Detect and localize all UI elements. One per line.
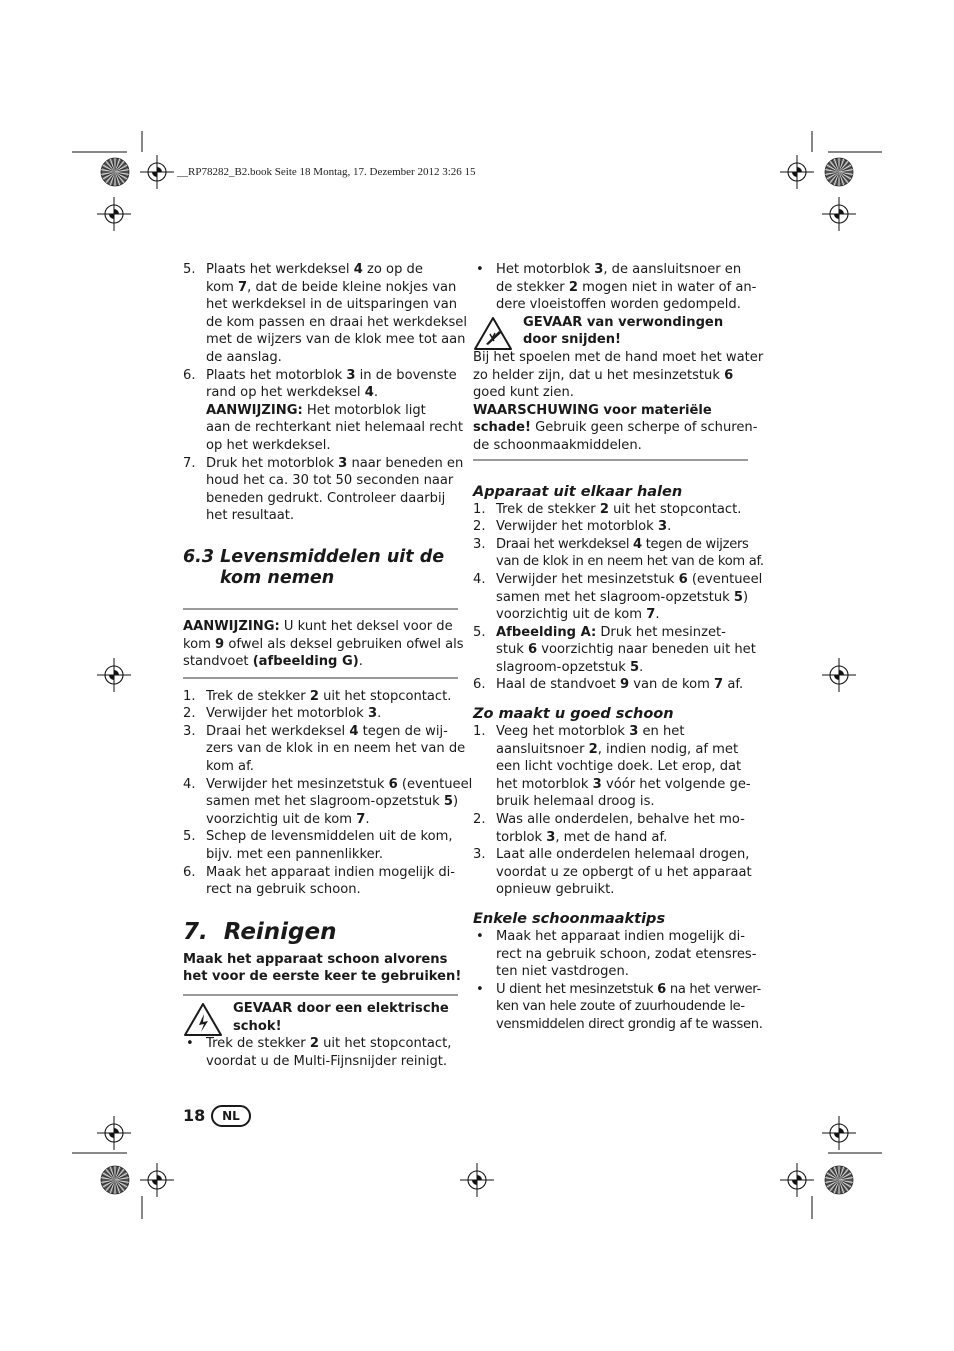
step-item (473, 501, 748, 519)
registration-target-icon (97, 197, 131, 231)
text-line: houd het ca. 30 tot 50 seconden naar (206, 473, 454, 489)
disassemble-steps-list (473, 501, 764, 695)
registration-target-icon (780, 155, 814, 189)
text-line: bijv. met een pannenlikker. (206, 847, 383, 863)
warning-cut-hazard: GEVAAR van verwondingen door snijden! (473, 314, 748, 349)
text-line: de schoonmaakmiddelen. (473, 437, 642, 453)
step-number: 5. (183, 262, 196, 277)
text-line: voordat u ze opbergt of u het apparaat (496, 864, 752, 880)
text-line: rect na gebruik schoon. (206, 882, 361, 898)
text-line: Veeg het motorblok 3 en het (496, 724, 685, 740)
text-line: samen met het slagroom-opzetstuk 5) (206, 794, 459, 810)
registration-starburst-icon (825, 1166, 853, 1194)
text-line: Verwijder het mesinzetstuk 6 (eventueel (206, 776, 473, 792)
step-item (183, 828, 458, 863)
registration-target-icon (780, 1163, 814, 1197)
step-number: 1. (473, 501, 486, 517)
text-line: rect na gebruik schoon, zodat etensres- (496, 946, 757, 962)
bullet-icon: • (476, 981, 484, 997)
text-line: slagroom-opzetstuk 5. (496, 659, 644, 675)
subheading-tips: Enkele schoonmaaktips (473, 911, 666, 927)
text-line: stuk 6 voorzichtig naar beneden uit het (496, 642, 756, 658)
text-line: vensmiddelen direct grondig af te wassen. (496, 1016, 763, 1032)
text-line: een licht vochtige doek. Let erop, dat (496, 759, 742, 775)
step-item (183, 705, 458, 723)
registration-target-icon (460, 1163, 494, 1197)
text-line: het motorblok 3 vóór het volgende ge- (496, 776, 751, 792)
step-number: 1. (183, 688, 196, 704)
registration-starburst-icon (825, 158, 853, 186)
text-line: Draai het werkdeksel 4 tegen de wijzers (496, 536, 749, 552)
registration-target-icon (97, 658, 131, 692)
step-item (183, 688, 458, 706)
assembly-steps-list (183, 261, 467, 525)
text-line: dere vloeistoffen worden gedompeld. (496, 297, 741, 313)
text-line: Draai het werkdeksel 4 tegen de wij- (206, 723, 448, 739)
print-header-file-info: __RP78282_B2.book Seite 18 Montag, 17. Dezember 2012 3:26 15 (177, 166, 476, 178)
bullet-item (183, 1035, 458, 1070)
bullet-item (473, 981, 763, 1034)
text-line: het werkdeksel in de uitsparingen van (206, 297, 458, 313)
page-number: 18 (183, 1106, 206, 1125)
text-line: Trek de stekker 2 uit het stopcontact. (496, 501, 742, 517)
text-line: Plaats het motorblok 3 in de bovenste (206, 367, 457, 383)
text-line: standvoet (afbeelding G). (183, 654, 363, 670)
registration-target-icon (822, 1116, 856, 1150)
step-number: 7. (183, 455, 196, 471)
registration-target-icon (140, 155, 174, 189)
text-line: kom 7, dat de beide kleine nokjes van (206, 279, 457, 295)
registration-target-icon (822, 197, 856, 231)
text-line: samen met het slagroom-opzetstuk 5) (496, 589, 749, 605)
subheading-disassemble: Apparaat uit elkaar halen (473, 483, 683, 500)
step-item (183, 776, 473, 829)
text-line: Maak het apparaat indien mogelijk di- (496, 929, 746, 944)
step-number: 2. (473, 519, 486, 535)
text-line: Schep de levensmiddelen uit de kom, (206, 829, 453, 845)
step-number: 6. (183, 864, 196, 880)
step-item (183, 455, 464, 525)
cut-hazard-warning-icon (473, 316, 513, 352)
chapter-heading-reinigen: 7. Reinigen (183, 918, 337, 945)
material-damage-warning (473, 402, 758, 455)
step-item (473, 624, 756, 677)
step-number: 6. (473, 677, 486, 693)
step-item (473, 676, 748, 694)
text-line: de stekker 2 mogen niet in water of an- (496, 279, 757, 295)
text-line: Afbeelding A: Druk het mesinzet- (496, 624, 726, 640)
text-line: aan de rechterkant niet helemaal recht (206, 420, 463, 436)
step-item (183, 864, 458, 899)
clean-steps-list (473, 723, 752, 899)
subheading-clean: Zo maakt u goed schoon (473, 706, 674, 723)
text-line: Trek de stekker 2 uit het stopcontact. (206, 688, 452, 704)
step-item (473, 571, 763, 624)
step-item (183, 261, 467, 367)
step-number: 2. (473, 812, 486, 828)
text-line: van de klok in en neem het van de kom af. (496, 554, 764, 570)
text-line: Verwijder het motorblok 3. (206, 706, 382, 722)
text-line: AANWIJZING: U kunt het deksel voor de (183, 618, 453, 634)
registration-target-icon (97, 1116, 131, 1150)
text-line: bruik helemaal droog is. (496, 794, 655, 810)
cut-hazard-text (473, 349, 764, 402)
text-line: voordat u de Multi-Fijnsnijder reinigt. (206, 1053, 448, 1069)
note-afbeelding-g (183, 618, 464, 671)
text-line: goed kunt zien. (473, 385, 574, 401)
text-line: aansluitsnoer 2, indien nodig, af met (496, 741, 739, 757)
text-line: met de wijzers van de klok mee tot aan (206, 332, 466, 348)
bullet-item (473, 928, 757, 981)
bullet-icon: • (476, 262, 484, 277)
section-heading-6-3: 6.3 Levensmiddelen uit de kom nemen (183, 546, 445, 588)
text-line: kom 9 ofwel als deksel gebruiken ofwel als (183, 636, 464, 652)
step-number: 5. (183, 829, 196, 845)
text-line: WAARSCHUWING voor materiële (473, 402, 712, 418)
shock-bullet-list (183, 1035, 458, 1070)
text-line: beneden gedrukt. Controleer daarbij (206, 490, 446, 506)
text-line: zo helder zijn, dat u het mesinzetstuk 6 (473, 367, 734, 383)
registration-target-icon (140, 1163, 174, 1197)
text-line: Was alle onderdelen, behalve het mo- (496, 812, 745, 828)
step-item (473, 723, 751, 811)
text-line: Het motorblok 3, de aansluitsnoer en (496, 262, 742, 277)
left-column (183, 261, 473, 1070)
step-item (183, 723, 466, 776)
text-line: Verwijder het mesinzetstuk 6 (eventueel (496, 571, 763, 587)
text-line: ken van hele zoute of zuurhoudende le- (496, 999, 745, 1015)
step-number: 4. (183, 776, 196, 792)
text-line: het resultaat. (206, 508, 295, 524)
text-line: de kom passen en draai het werkdeksel (206, 314, 467, 330)
text-line: voorzichtig uit de kom 7. (496, 607, 660, 623)
text-line: Verwijder het motorblok 3. (496, 519, 672, 535)
text-line: op het werkdeksel. (206, 437, 331, 453)
registration-starburst-icon (101, 158, 129, 186)
step-item (473, 536, 764, 571)
step-item (473, 518, 748, 536)
text-line: U dient het mesinzetstuk 6 na het verwer- (496, 981, 761, 997)
text-line: rand op het werkdeksel 4. (206, 385, 378, 401)
text-line: ten niet vastdrogen. (496, 964, 629, 980)
step-number: 3. (473, 847, 486, 863)
text-line: voorzichtig uit de kom 7. (206, 811, 370, 827)
warning-electric-shock: GEVAAR door een elektrische schok! (183, 1000, 458, 1035)
language-badge: NL (211, 1105, 251, 1127)
immersion-bullet-list (473, 261, 757, 314)
step-item (473, 811, 748, 846)
step-number: 5. (473, 624, 486, 640)
bullet-item (473, 261, 757, 314)
text-line: Druk het motorblok 3 naar beneden en (206, 455, 464, 471)
bullet-icon: • (476, 929, 484, 944)
text-line: zers van de klok in en neem het van de (206, 741, 466, 757)
cleaning-intro (183, 951, 462, 986)
step-item (183, 367, 463, 455)
registration-target-icon (822, 658, 856, 692)
step-number: 1. (473, 724, 486, 740)
remove-food-steps-list (183, 688, 473, 899)
text-line: de aanslag. (206, 349, 282, 365)
text-line: kom af. (206, 759, 254, 775)
text-line: Maak het apparaat schoon alvorens (183, 951, 448, 967)
text-line: opnieuw gebruikt. (496, 882, 615, 898)
step-number: 2. (183, 706, 196, 722)
text-line: torblok 3, met de hand af. (496, 829, 668, 845)
text-line: AANWIJZING: Het motorblok ligt (206, 402, 426, 418)
electric-shock-warning-icon (183, 1002, 223, 1038)
step-item (473, 846, 752, 899)
right-column (473, 261, 764, 1034)
text-line: Bij het spoelen met de hand moet het water (473, 349, 764, 365)
step-number: 6. (183, 367, 196, 383)
step-number: 3. (183, 723, 196, 739)
text-line: schade! Gebruik geen scherpe of schuren- (473, 420, 758, 436)
text-line: Haal de standvoet 9 van de kom 7 af. (496, 677, 744, 693)
tips-bullet-list (473, 928, 763, 1034)
text-line: het voor de eerste keer te gebruiken! (183, 969, 462, 985)
text-line: Plaats het werkdeksel 4 zo op de (206, 262, 423, 277)
bullet-icon: • (186, 1036, 194, 1052)
step-number: 3. (473, 536, 486, 552)
text-line: Trek de stekker 2 uit het stopcontact, (206, 1036, 452, 1052)
registration-starburst-icon (101, 1166, 129, 1194)
text-line: Maak het apparaat indien mogelijk di- (206, 864, 456, 880)
text-line: Laat alle onderdelen helemaal drogen, (496, 847, 750, 863)
step-number: 4. (473, 571, 486, 587)
